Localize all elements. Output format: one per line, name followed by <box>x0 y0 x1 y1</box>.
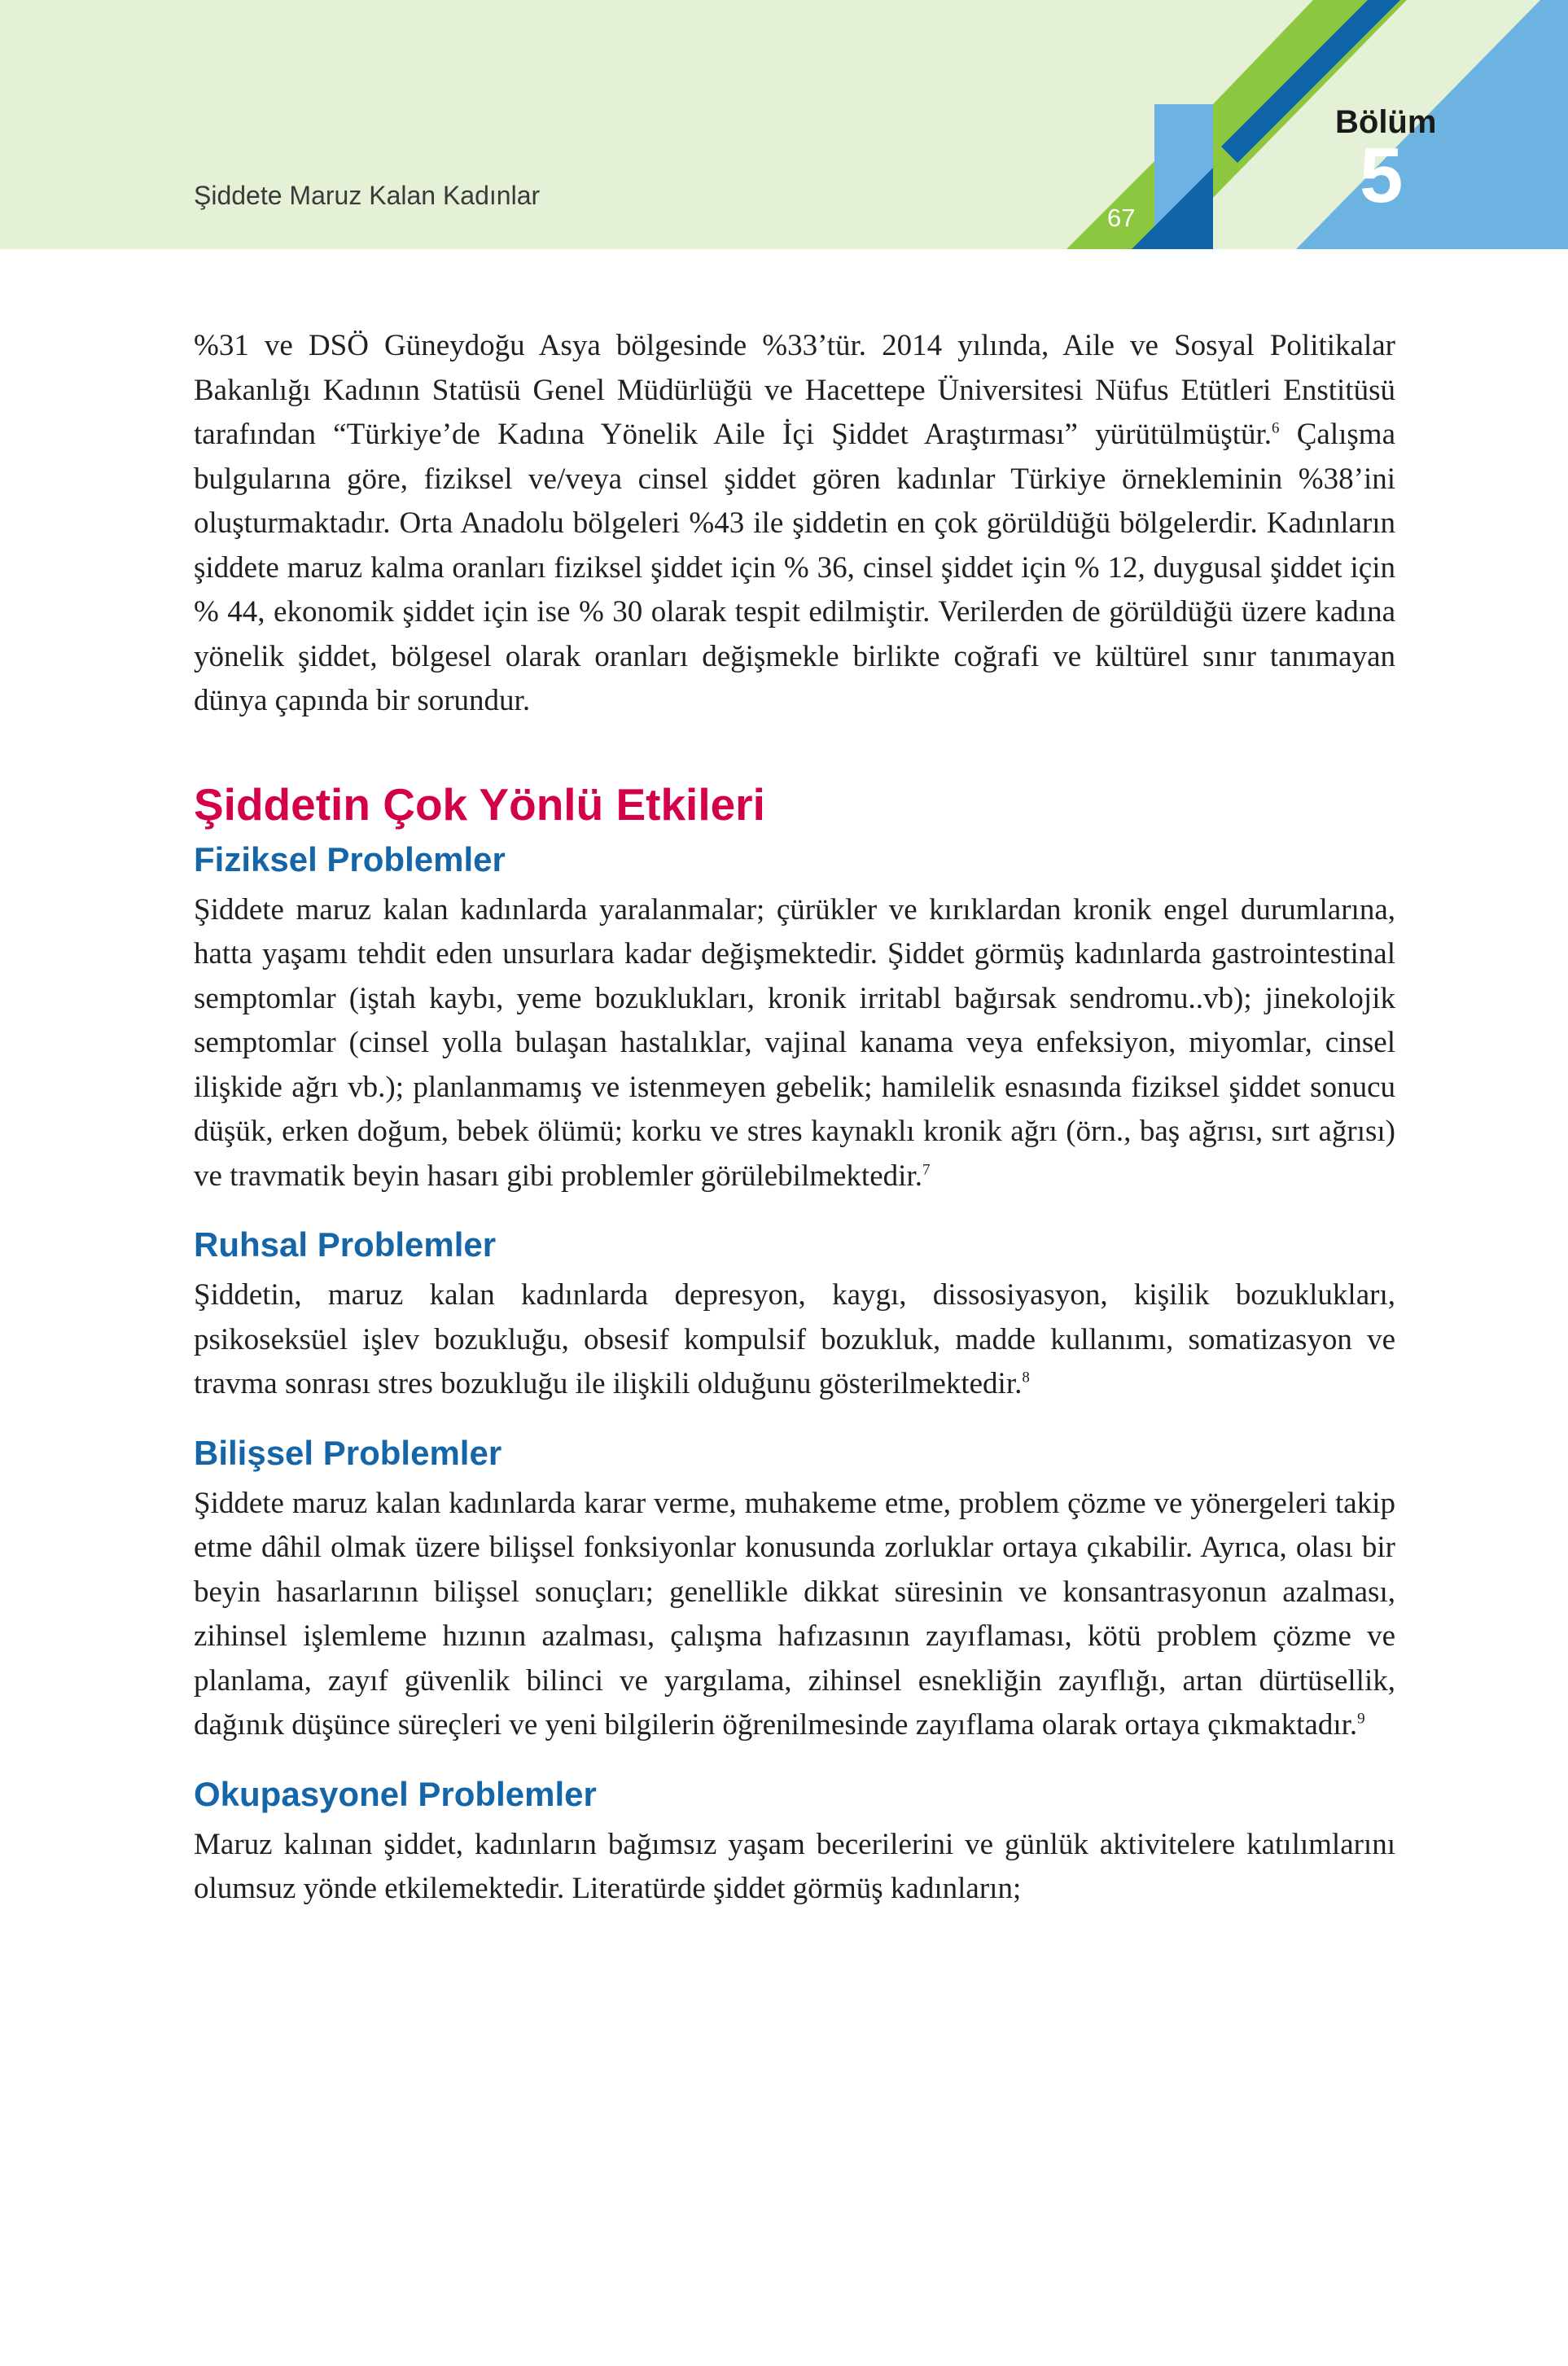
footnote-ref: 9 <box>1357 1710 1365 1728</box>
subsection-paragraph <box>194 888 1395 1199</box>
footnote-ref: 8 <box>1022 1369 1030 1387</box>
intro-paragraph <box>194 324 1395 724</box>
subsection-heading: Fiziksel Problemler <box>194 839 506 878</box>
paragraph-text: Şiddetin, maruz kalan kadınlarda depresyon, kaygı, dissosiyasyon, kişilik bozuklukları, psikoseksüel işlev bozukluğu, obsesif kompulsif bozukluk, madde kullanımı, somatizasyon ve travma sonrası stres bozukluğu ile ilişkili olduğunu gösterilmektedir. <box>194 1278 1395 1400</box>
page-number: 67 <box>1107 204 1136 232</box>
paragraph-text: Maruz kalınan şiddet, kadınların bağımsız yaşam becerilerini ve günlük aktivitelere katılımlarını olumsuz yönde etkilemektedir. Literatürde şiddet görmüş kadınların; <box>194 1827 1395 1905</box>
footnote-ref: 7 <box>922 1161 931 1179</box>
intro-text-part2: Çalışma bulgularına göre, fiziksel ve/veya cinsel şiddet gören kadınlar Türkiye örnekleminin %38’ini oluşturmaktadır. Orta Anadolu bölgeleri %43 ile şiddetin en çok görüldüğü bölgelerdir. Kadınların şiddete maruz kalma oranları fiziksel şiddet için % 36, cinsel şiddet için % 12, duygusal şiddet için % 44, ekonomik şiddet için ise % 30 olarak tespit edilmiştir. Verilerden de görüldüğü üzere kadına yönelik şiddet, bölgesel olarak oranları değişmekle birlikte coğrafi ve kültürel sınır tanımayan dünya çapında bir sorundur. <box>194 418 1395 717</box>
footnote-ref: 6 <box>1272 419 1280 437</box>
subsection-heading: Ruhsal Problemler <box>194 1225 497 1264</box>
subsection-paragraph <box>194 1823 1395 1912</box>
intro-text-part1: %31 ve DSÖ Güneydoğu Asya bölgesinde %33’tür. 2014 yılında, Aile ve Sosyal Politikalar Bakanlığı Kadının Statüsü Genel Müdürlüğü ve Hacettepe Üniversitesi Nüfus Etütleri Enstitüsü tarafından “Türkiye’de Kadına Yönelik Aile İçi Şiddet Araştırması” yürütülmüştür. <box>194 329 1395 451</box>
section-title: Şiddetin Çok Yönlü Etkileri <box>194 778 765 830</box>
subsection-heading: Okupasyonel Problemler <box>194 1774 597 1813</box>
paragraph-text: Şiddete maruz kalan kadınlarda yaralanmalar; çürükler ve kırıklardan kronik engel durumlarına, hatta yaşamı tehdit eden unsurlara kadar değişmektedir. Şiddet görmüş kadınlarda gastrointestinal semptomlar (iştah kaybı, yeme bozuklukları, kronik irritabl bağırsak sendromu..vb); jinekolojik semptomlar (cinsel yolla bulaşan hastalıklar, vajinal kanama veya enfeksiyon, miyomlar, cinsel ilişkide ağrı vb.); planlanmamış ve istenmeyen gebelik; hamilelik esnasında fiziksel şiddet sonucu düşük, erken doğum, bebek ölümü; korku ve stres kaynaklı kronik ağrı (örn., baş ağrısı, sırt ağrısı) ve travmatik beyin hasarı gibi problemler görülebilmektedir. <box>194 892 1395 1193</box>
chapter-tab-graphic <box>0 0 1568 249</box>
subsection-paragraph <box>194 1273 1395 1407</box>
page-content <box>194 324 1395 1912</box>
chapter-label: Bölüm <box>1335 104 1437 140</box>
paragraph-text: Şiddete maruz kalan kadınlarda karar verme, muhakeme etme, problem çözme ve yönergeleri takip etme dâhil olmak üzere bilişsel fonksiyonlar konusunda zorluklar ortaya çıkabilir. Ayrıca, olası bir beyin hasarlarının bilişsel sonuçları; genellikle dikkat süresinin ve konsantrasyonun azalması, zihinsel işlemleme hızının azalması, çalışma hafızasının zayıflaması, kötü problem çözme ve planlama, zayıf güvenlik bilinci ve yargılama, zihinsel esnekliğin zayıflığı, artan dürtüsellik, dağınık düşünce süreçleri ve yeni bilgilerin öğrenilmesinde zayıflama olarak ortaya çıkmaktadır. <box>194 1486 1395 1742</box>
chapter-number: 5 <box>1360 132 1404 219</box>
running-title: Şiddete Maruz Kalan Kadınlar <box>194 181 541 210</box>
subsection-paragraph <box>194 1482 1395 1748</box>
subsection-heading: Bilişsel Problemler <box>194 1433 502 1472</box>
